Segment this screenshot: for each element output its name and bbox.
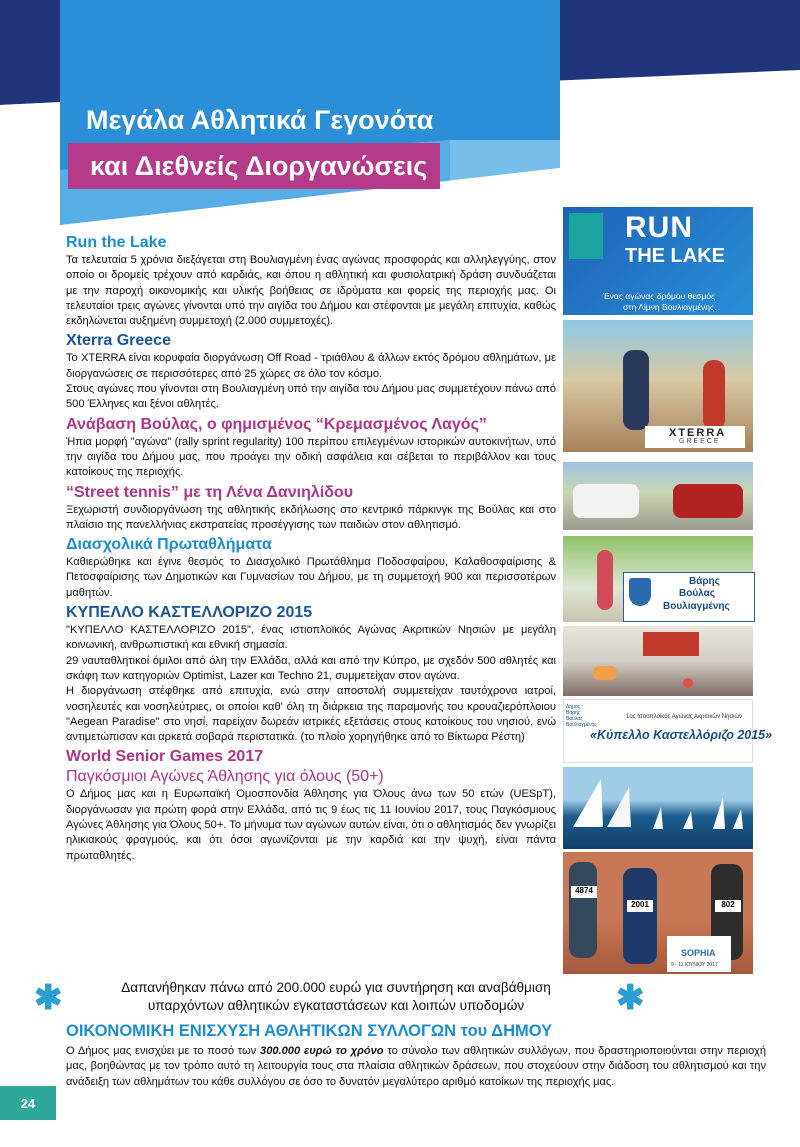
section-paragraph: Το XTERRA είναι κορυφαία διοργάνωση Off Road - τριάθλου & άλλων εκτός δρόμου αθλημάτων, με διοργανώσεις σε περισσότερες από 25 χώρες σε όλο τον κόσμο. xyxy=(66,352,556,380)
main-content xyxy=(66,233,556,864)
bib-3: 802 xyxy=(715,900,741,912)
player-figure xyxy=(597,550,613,610)
section-paragraph: Ξεχωριστή συνδιοργάνωση της αθλητικής εκδήλωσης στο κεντρικό πάρκινγκ της Βούλας και στο πλαίσιο της πανελλήνιας εκστρατείας προσέγγισης των παιδιών στον αθλητισμό. xyxy=(66,503,556,531)
section-street-tennis xyxy=(66,483,556,534)
run-lake-caption-2: στη Λίμνη Βουλιαγμένης. xyxy=(623,302,717,312)
section-paragraph: Ήπια μορφή "αγώνα" (rally sprint regularity) 100 περίπου επιλεγμένων ιστορικών αυτοκινήτων, υπό την αιγίδα του Δήμου μας, που προάγει την οδική ασφάλεια και σέβεται το περιβάλλον και τους κατοίκους της περιοχής. xyxy=(66,435,556,479)
senior-logo-text: SOPHIA xyxy=(681,948,716,958)
coat-of-arms-icon xyxy=(629,578,651,606)
bottom-note-line-1: Δαπανήθηκαν πάνω από 200.000 ευρώ για συντήρηση και αναβάθμιση xyxy=(121,980,551,995)
section-paragraph: Τα τελευταία 5 χρόνια διεξάγεται στη Βουλιαγμένη ένας αγώνας προσφοράς και αλληλεγγύης, στον οποίο οι δρομείς τρέχουν από καρδιάς, και όπου η αθλητική και φυσιολατρική δράση συνδυάζεται με την παροχή οικονομικής και υλικής βοήθειας σε ιδρύματα και φορείς της περιοχής μας. Οι τελευταίοι τρεις αγώνες γίνονται υπό την αιγίδα του Δήμου και στέφονται με μεγάλη επιτυχία, καθώς εκδηλώνεται αυξημένη συμμετοχή (2.000 συμμετοχές). xyxy=(66,254,556,328)
section-title: “Street tennis” με τη Λένα Δανιηλίδου xyxy=(66,483,354,501)
photo-xterra xyxy=(563,320,753,452)
children-figure-1 xyxy=(593,666,617,680)
financial-support-text-before: Ο Δήμος μας ενισχύει με το ποσό των xyxy=(66,1045,261,1057)
photo-street-tennis xyxy=(563,536,753,622)
photo-school-games xyxy=(563,626,753,696)
section-paragraph: Η διοργάνωση στέφθηκε από επιτυχία, ενώ στην αποστολή συμμετείχαν ταυτόχρονα ιατροί, νοσηλευτές και νοσηλεύτριες, οι οποίοι καθ' όλη τη διάρκεια της παραμονής του κρουαζιερόπλοιου "Aegean Paradise" στο νησί, παρείχαν δωρεάν ιατρικές εξετάσεις στους κατοίκους του νησιού, ενώ αντιμετώπισαν και αρκετά σοβαρά περιστατικά. (το πλοίο χορηγήθηκε από το Βίκτωρα Ρέστη) xyxy=(66,685,556,744)
section-kastellorizo xyxy=(66,603,556,745)
section-title: Διασχολικά Πρωταθλήματα xyxy=(66,536,272,554)
xterra-runner-2 xyxy=(703,360,725,430)
financial-support-text xyxy=(66,1044,766,1090)
section-paragraph: Καθιερώθηκε και έγινε θεσμός το Διασχολικό Πρωτάθλημα Ποδοσφαίρου, Καλαθοσφαίρισης & Πετοσφαίρισης των Δημοτικών και Γυμνασίων του Δήμου, με τη συμμετοχή 900 και περισσοτέρων μαθητών. xyxy=(66,556,556,599)
financial-support-amount: 300.000 ευρώ το χρόνο xyxy=(260,1045,384,1057)
section-paragraph: Ο Δήμος μας και η Ευρωπαϊκή Ομοσπονδία Άθλησης για Όλους άνω των 50 ετών (UESpT), διοργάνωσαν για πρώτη φορά στην Ελλάδα, από τις 9 έως τις 11 Ιουνίου 2017, τους Παγκόσμιους Αγώνες Άθλησης για Όλους 50+. Το μήνυμα των αγώνων αυτών είναι, ότι ο αθλητισμός δεν γνωρίζει ηλικιακούς φραγμούς, και ότι όσοι αγωνίζονται με την καρδιά και την ψυχή, είναι πάντα πρωταθλητές. xyxy=(66,788,556,862)
page-title-line-2: και Διεθνείς Διοργανώσεις xyxy=(90,151,428,181)
banner-side-text: Δήμος Βάρης Βούλας Βουλιαγμένης xyxy=(566,704,597,728)
bottom-note-line-2: υπαρχόντων αθλητικών εγκαταστάσεων και λοιπών υποδομών xyxy=(147,998,525,1013)
section-subtitle: Παγκόσμιοι Αγώνες Άθλησης για όλους (50+) xyxy=(66,768,384,786)
bottom-note xyxy=(62,979,610,1015)
sailboats xyxy=(563,767,753,849)
page-title-line-1: Μεγάλα Αθλητικά Γεγονότα xyxy=(86,105,434,135)
photo-rally-cars xyxy=(563,462,753,530)
section-title: Ανάβαση Βούλας, ο φημισμένος “Κρεμασμένος Λαγός” xyxy=(66,415,487,433)
runner-1 xyxy=(569,862,597,958)
section-xterra xyxy=(66,331,556,412)
tent-red xyxy=(643,632,699,656)
photo-kastellorizo-banner xyxy=(563,699,773,763)
xterra-sub: GREECE xyxy=(679,438,721,445)
page-number: 24 xyxy=(0,1086,56,1120)
run-lake-title-1: RUN xyxy=(625,211,693,244)
run-lake-logo xyxy=(569,213,603,259)
rally-car-white xyxy=(573,484,639,518)
banner-line-1: Βάρης xyxy=(689,576,720,587)
section-paragraph: 29 ναυταθλητικοί όμιλοι από όλη την Ελλάδα, αλλά και από την Κύπρο, με σχεδόν 500 αθλητές και σκάφη των κατηγοριών Optimist, Lazer και Techno 21, συμμετείχαν στον αγώνα. xyxy=(66,654,556,682)
bib-2: 2001 xyxy=(627,900,653,912)
banner-small-title: 1ος Ιστιοπλοϊκός Αγώνας Ακριτικών Νησιών xyxy=(626,714,743,720)
banner-line-2: Βούλας xyxy=(679,588,715,599)
section-paragraph: "ΚΥΠΕΛΛΟ ΚΑΣΤΕΛΛΟΡΙΖΟ 2015", ένας ιστιοπλοϊκός Αγώνας Ακριτικών Νησιών με μεγάλη κοινωνική, ανθρωπιστική και εθνική σημασία. xyxy=(66,624,556,652)
section-world-senior-games xyxy=(66,747,556,863)
asterisk-icon-left: ✱ xyxy=(34,979,63,1017)
asterisk-icon-right: ✱ xyxy=(616,979,645,1017)
ball-icon xyxy=(683,678,693,688)
banner-line-3: Βουλιαγμένης xyxy=(663,601,730,612)
photo-run-the-lake xyxy=(563,207,753,315)
bib-1: 4874 xyxy=(571,886,597,898)
xterra-brand: XTERRA xyxy=(669,427,727,439)
photo-senior-games xyxy=(563,852,753,974)
xterra-logo xyxy=(645,426,745,448)
section-paragraph: Στους αγώνες που γίνονται στη Βουλιαγμένη υπό την αιγίδα του Δήμου μας συμμετέχουν πάνω από 500 Έλληνες και ξένοι αθλητές. xyxy=(66,383,556,411)
rally-car-red xyxy=(673,484,743,518)
runner-2 xyxy=(623,868,657,964)
section-title: World Senior Games 2017 xyxy=(66,748,264,766)
section-title: Run the Lake xyxy=(66,234,167,251)
run-lake-caption-1: Ένας αγώνας δρόμου θεσμός xyxy=(603,291,716,301)
section-run-the-lake xyxy=(66,233,556,329)
financial-support-title: ΟΙΚΟΝΟΜΙΚΗ ΕΝΙΣΧΥΣΗ ΑΘΛΗΤΙΚΩΝ ΣΥΛΛΟΓΩΝ του ΔΗΜΟΥ xyxy=(66,1022,553,1040)
financial-support-text-after: το σύνολο των αθλητικών συλλόγων, που δραστηριοποιούνται στην περιοχή μας, βοηθώντας με τον τρόπο αυτό τη λειτουργία τους στα πλαίσια αθλητικών δράσεων, που στοχεύουν στην διάδοση του αθλητισμού και την ανάδειξη των αθλημάτων του κάθε συλλόγου σε όσο το δυνατόν μεγαλύτερο αριθμό κατοίκων της περιοχής μας. xyxy=(66,1045,766,1088)
photo-sailing xyxy=(563,767,753,849)
run-lake-title-2: THE LAKE xyxy=(625,245,725,267)
xterra-runner-1 xyxy=(623,350,649,430)
senior-logo-box xyxy=(667,936,731,972)
section-title: ΚΥΠΕΛΛΟ ΚΑΣΤΕΛΛΟΡΙΖΟ 2015 xyxy=(66,604,313,622)
section-title: Xterra Greece xyxy=(66,332,171,350)
section-diasxolika xyxy=(66,535,556,601)
page-title xyxy=(68,95,440,188)
banner-big-title: «Κύπελλο Καστελλόριζο 2015» xyxy=(590,728,773,742)
senior-logo-dates: 9 - 11 ΙΟΥΝΙΟΥ 2017 xyxy=(671,962,718,968)
section-anavasi-voulas xyxy=(66,415,556,481)
